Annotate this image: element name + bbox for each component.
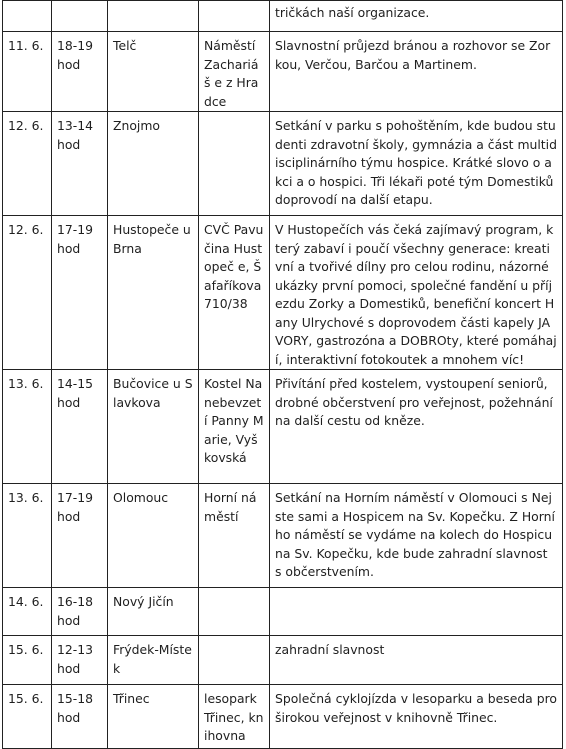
date-cell: 13. 6. — [3, 484, 52, 588]
town-cell: Nový Jičín — [108, 588, 199, 636]
town-cell: Hustopeče u Brna — [108, 216, 199, 370]
description-cell: zahradní slavnost — [270, 636, 563, 685]
date-cell: 13. 6. — [3, 370, 52, 484]
date-cell: 12. 6. — [3, 112, 52, 216]
town-cell: Olomouc — [108, 484, 199, 588]
date-cell: 15. 6. — [3, 636, 52, 685]
description-cell: V Hustopečích vás čeká zajímavý program, který zabaví i poučí všechny generace: kreativní a tvořivé dílny pro celou rodinu, názorné ukázky první pomoci, společné fandění u příjezdu Zorky a Domestiků, benefiční koncert Hany Ulrychové s doprovodem části kapely JAVORY, gastrozóna a DOBROty, které pomáhají, interaktivní fotokoutek a mnohem víc! — [270, 216, 563, 370]
date-cell — [3, 1, 52, 32]
place-cell — [199, 1, 270, 32]
description-cell: Setkání na Horním náměstí v Olomouci s Nejste sami a Hospicem na Sv. Kopečku. Z Horního náměstí se vydáme na kolech do Hospicu na Sv. Kopečku, kde bude zahradní slavnost s občerstvením. — [270, 484, 563, 588]
table-row — [3, 1, 563, 32]
time-cell: 18-19 hod — [52, 32, 108, 112]
place-cell — [199, 636, 270, 685]
place-cell: Náměstí Zachariáš e z Hradce — [199, 32, 270, 112]
place-cell: Horní náměstí — [199, 484, 270, 588]
description-cell: Setkání v parku s pohoštěním, kde budou studenti zdravotní školy, gymnázia a část multidisciplinárního týmu hospice. Krátké slovo o akci a o hospici. Tři lékaři poté tým Domestiků doprovodí na další etapu. — [270, 112, 563, 216]
time-cell: 14-15 hod — [52, 370, 108, 484]
description-cell: Společná cyklojízda v lesoparku a beseda pro širokou veřejnost v knihovně Třinec. — [270, 685, 563, 749]
date-cell: 14. 6. — [3, 588, 52, 636]
place-cell — [199, 112, 270, 216]
date-cell: 15. 6. — [3, 685, 52, 749]
table-row — [3, 484, 563, 588]
place-cell — [199, 588, 270, 636]
town-cell: Bučovice u Slavkova — [108, 370, 199, 484]
table-row — [3, 636, 563, 685]
place-cell: lesopark Třinec, knihovna — [199, 685, 270, 749]
town-cell: Třinec — [108, 685, 199, 749]
place-cell: CVČ Pavučina Hustopeč e, Šafaříkova 710/38 — [199, 216, 270, 370]
place-cell: Kostel Nanebevzetí Panny Marie, Vyškovská — [199, 370, 270, 484]
time-cell: 13-14 hod — [52, 112, 108, 216]
date-cell: 12. 6. — [3, 216, 52, 370]
date-cell: 11. 6. — [3, 32, 52, 112]
town-cell: Znojmo — [108, 112, 199, 216]
table-row — [3, 685, 563, 749]
time-cell: 17-19 hod — [52, 484, 108, 588]
table-row — [3, 370, 563, 484]
table-row — [3, 588, 563, 636]
table-row — [3, 216, 563, 370]
time-cell: 16-18 hod — [52, 588, 108, 636]
time-cell: 15-18 hod — [52, 685, 108, 749]
description-cell: tričkách naší organizace. — [270, 1, 563, 32]
description-cell: Přivítání před kostelem, vystoupení seniorů, drobné občerstvení pro veřejnost, požehnání na další cestu od kněze. — [270, 370, 563, 484]
time-cell: 17-19 hod — [52, 216, 108, 370]
town-cell: Telč — [108, 32, 199, 112]
description-cell — [270, 588, 563, 636]
description-cell: Slavnostní průjezd bránou a rozhovor se Zorkou, Verčou, Barčou a Martinem. — [270, 32, 563, 112]
schedule-table — [2, 0, 563, 749]
time-cell: 12-13 hod — [52, 636, 108, 685]
town-cell: Frýdek-Místek — [108, 636, 199, 685]
table-row — [3, 32, 563, 112]
time-cell — [52, 1, 108, 32]
town-cell — [108, 1, 199, 32]
table-row — [3, 112, 563, 216]
